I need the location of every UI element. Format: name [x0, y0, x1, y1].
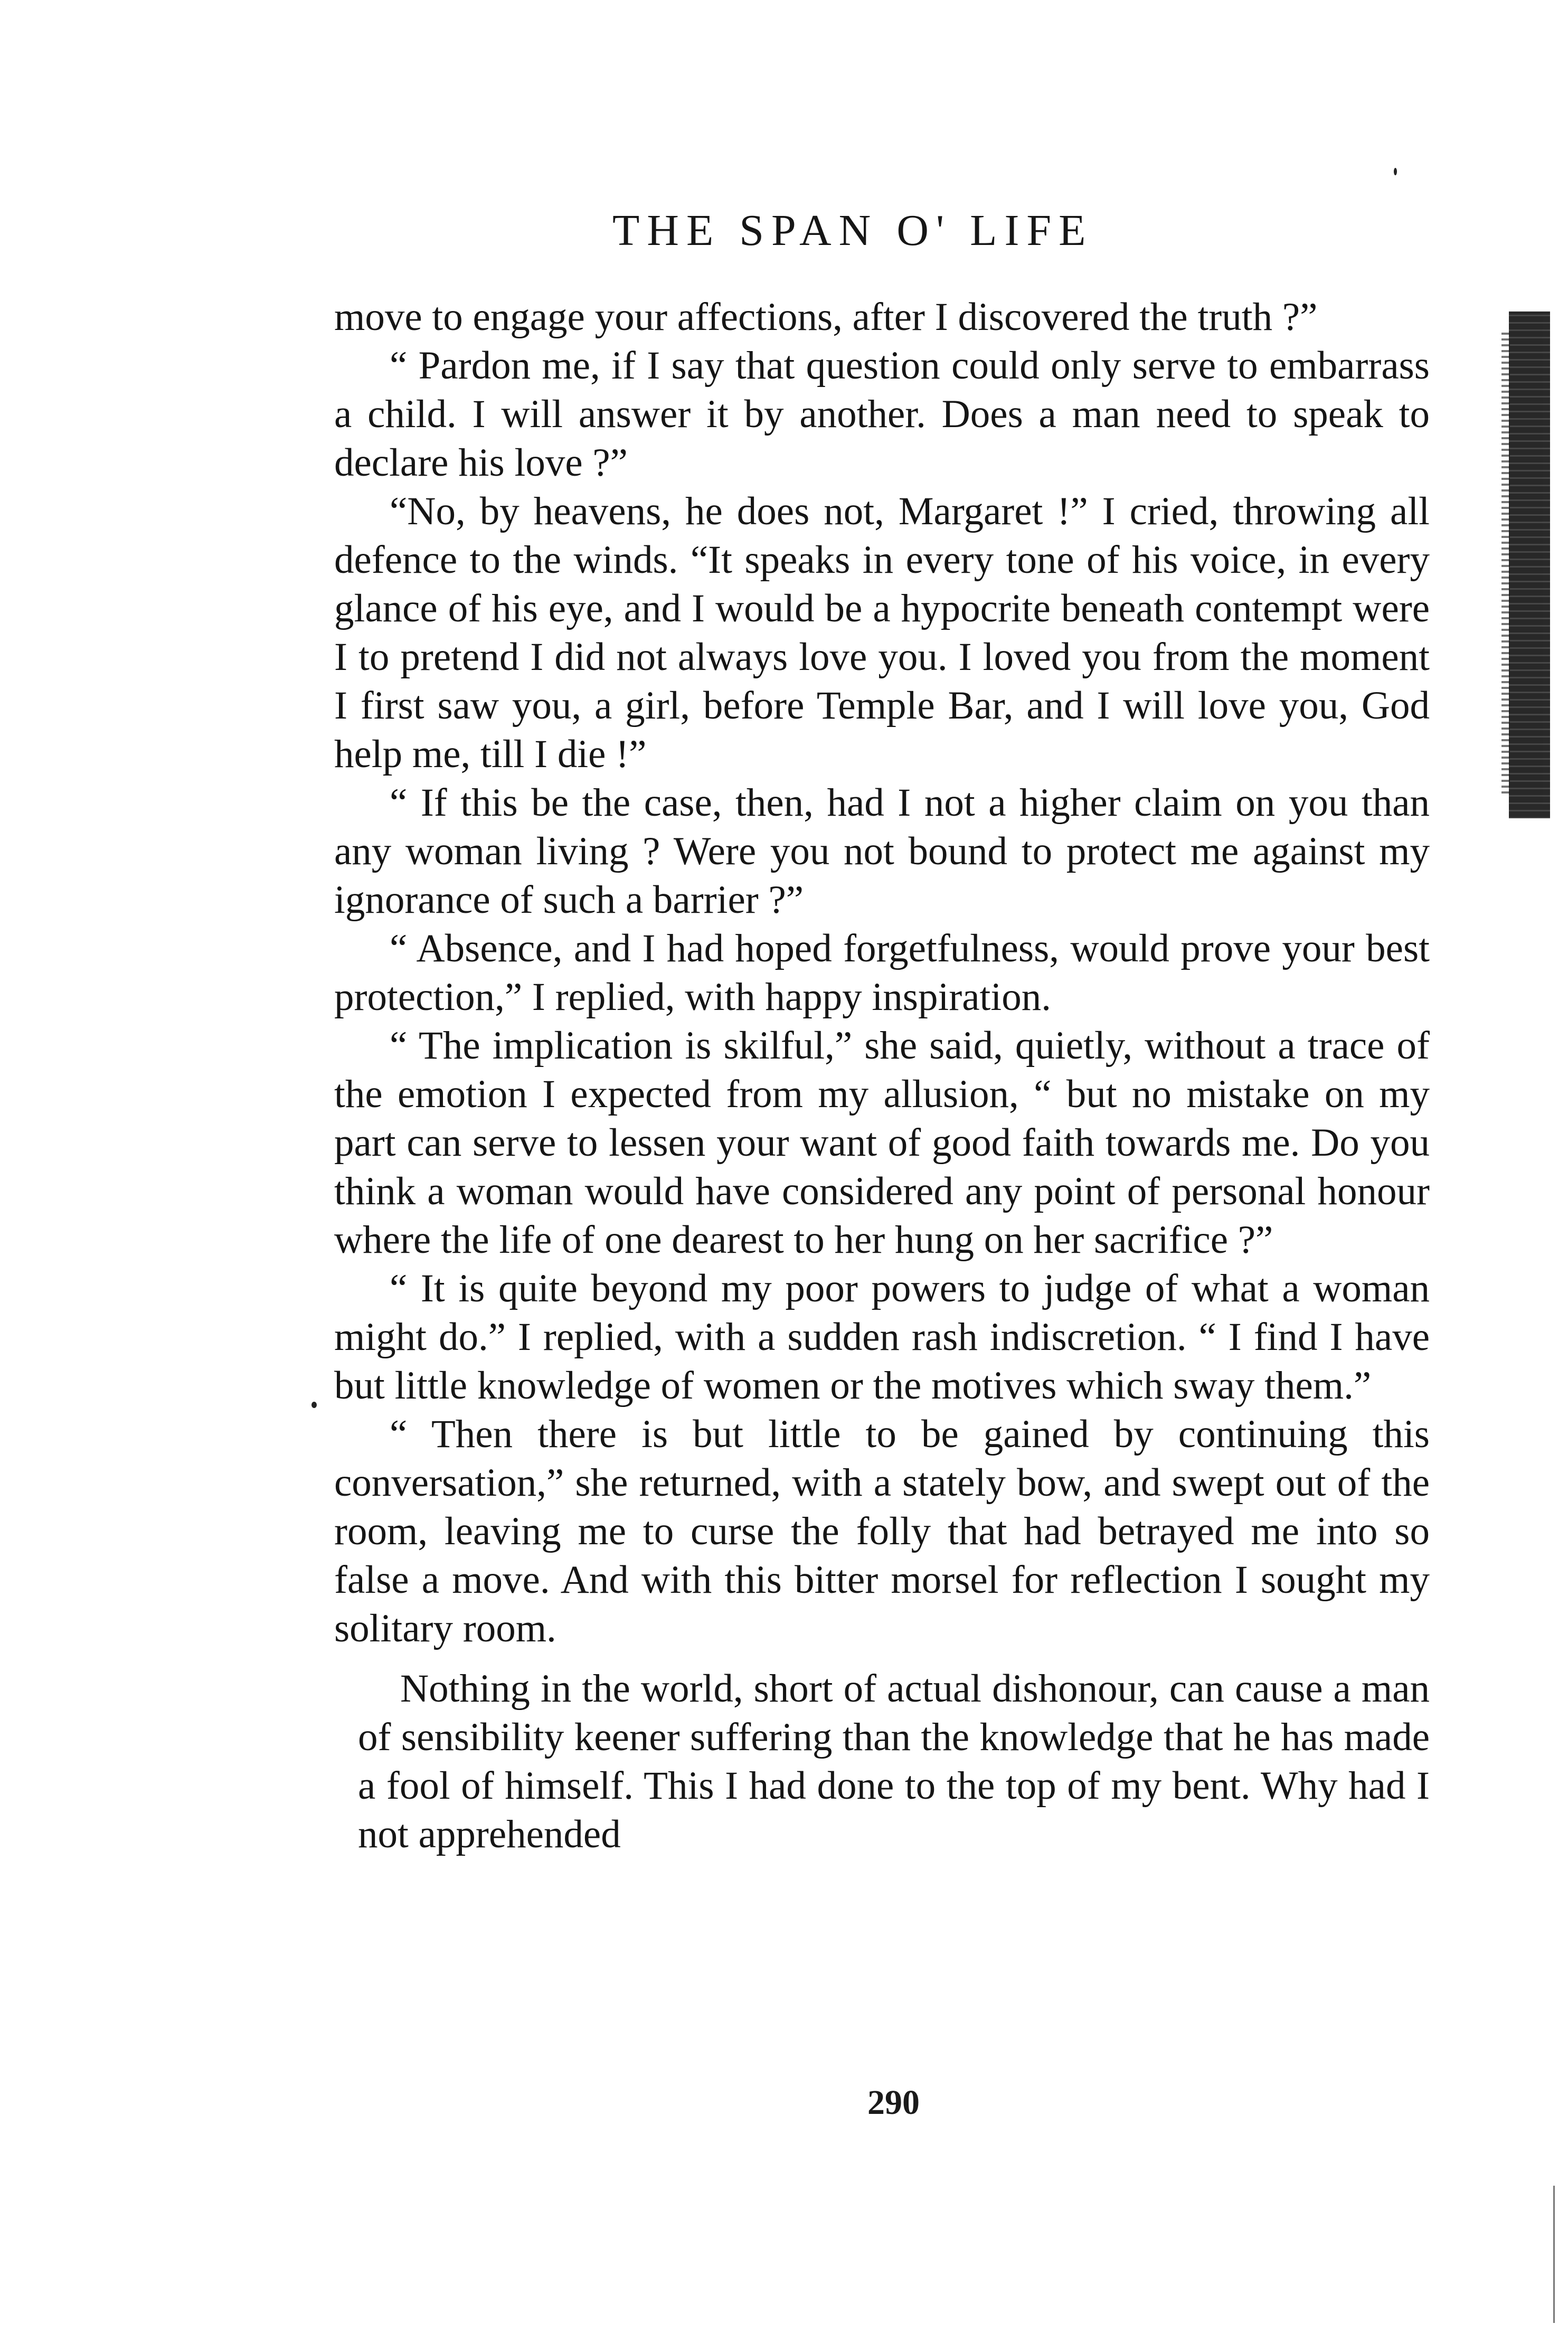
paragraph-7: “ It is quite beyond my poor powers to judge of what a woman might do.” I replied, with a sudden rash indiscretion. “ I find I have but little knowledge of women or the motives which sway them.” [334, 1267, 1430, 1408]
running-head: THE SPAN O' LIFE [612, 206, 1093, 255]
scan-edge-line [1553, 2186, 1555, 2323]
paragraph-2: “ Pardon me, if I say that question could only serve to embarrass a child. I will answer it by another. Does a man need to speak to declare his love ?” [334, 344, 1430, 485]
margin-speck [311, 1402, 317, 1408]
page-number: 290 [867, 2083, 920, 2122]
paragraph-1: move to engage your affections, after I discovered the truth ?” [334, 295, 1318, 339]
paragraph-6: “ The implication is skilful,” she said, quietly, without a trace of the emotion I expected from my allusion, “ but no mistake on my part can serve to lessen your want of good faith towards me. Do you think a woman would have considered any point of personal honour where the life of one dearest to her hung on her sacrifice ?” [334, 1024, 1430, 1262]
paragraph-4: “ If this be the case, then, had I not a higher claim on you than any woman living ? Were you not bound to protect me against my ignorance of such a barrier ?” [334, 781, 1430, 922]
paragraph-8: “ Then there is but little to be gained by continuing this conversation,” she returned, with a stately bow, and swept out of the room, leaving me to curse the folly that had betrayed me into so false a move. And with this bitter morsel for reflection I sought my solitary room. [334, 1412, 1430, 1650]
paragraph-3: “No, by heavens, he does not, Margaret !” I cried, throwing all defence to the winds. “It speaks in every tone of his voice, in every glance of his eye, and I would be a hypocrite beneath contempt were I to pretend I did not always love you. I loved you from the moment I first saw you, a girl, before Temple Bar, and I will love you, God help me, till I die !” [334, 489, 1430, 776]
page-edge-mark [1509, 311, 1550, 818]
margin-speck [1394, 168, 1397, 175]
paragraph-5: “ Absence, and I had hoped forgetfulness, would prove your best protection,” I replied, with happy inspiration. [334, 927, 1430, 1019]
body-text [334, 293, 1430, 1859]
paragraph-9: Nothing in the world, short of actual dishonour, can cause a man of sensibility keener suffering than the knowledge that he has made a fool of himself. This I had done to the top of my bent. Why had I not apprehended [358, 1667, 1430, 1856]
